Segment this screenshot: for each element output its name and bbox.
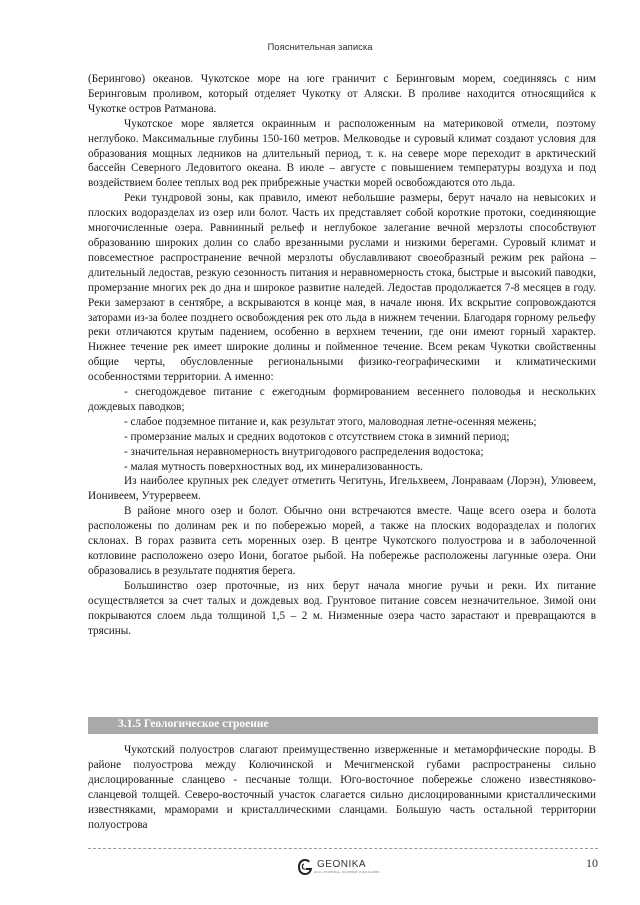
list-item: - значительная неравномерность внутригодового распределения водостока; xyxy=(124,445,484,458)
paragraph: Реки тундровой зоны, как правило, имеют небольшие размеры, берут начало на невысоких и плоских водоразделах из озер или болот. Часть их представляет собой короткие протоки, соединяющие многочисленные озера. Равнинный рельеф и неглубокое залегание вечной мерзлоты способствуют образованию широких долин со слабо врезанными руслами и низкими берегами. Суровый климат и повсеместное распространение вечной мерзлоты обуславливают своеобразный режим рек района – длительный ледостав, резкую сезонность питания и неравномерность стока, быстрые и высокий паводки, промерзание многих рек до дна и широкое развитие наледей. Ледостав продолжается 7-8 месяцев в году. Реки замерзают в сентябре, а вскрываются в конце мая, в начале июня. Их вскрытие сопровождаются заторами из-за более позднего освобождения рек ото льда в нижнем течении. Благодаря горному рельефу реки отличаются крутым падением, особенно в верхнем течении, где они имеют горный характер. Нижнее течение рек имеет широкие долины и пойменное течение. Всем рекам Чукотки свойственны общие черты, обусловленные региональными физико-географическими и климатическими особенностями территории. А именно: xyxy=(88,192,596,384)
paragraph: Чукотское море является окраинным и расположенным на материковой отмели, поэтому неглубоко. Максимальные глубины 150-160 метров. Мелководье и суровый климат создают условия для образования мощных ледников на длительный период, т. к. на севере море переходит в арктический бассейн Северного Ледовитого океана. В июле – августе с повышением температуры воздуха и под воздействием более теплых вод рек прибрежные участки морей освобождаются ото льда. xyxy=(88,117,596,190)
paragraph: Большинство озер проточные, из них берут начала многие ручьи и реки. Их питание осуществляется за счет талых и дождевых вод. Грунтовое питание совсем незначительное. Зимой они покрываются слоем льда толщиной 1,5 – 2 м. Низменные озера часто зарастают и превращаются в трясины. xyxy=(88,579,596,637)
list-item: - слабое подземное питание и, как результат этого, маловодная летне-осенняя межень; xyxy=(124,415,537,428)
geonika-logo xyxy=(296,856,379,878)
list-item: - снегодождевое питание с ежегодным формированием весеннего половодья и нескольких дождевых паводков; xyxy=(88,386,596,413)
section-body-text xyxy=(88,743,596,832)
section-title: 3.1.5 Геологическое строение xyxy=(118,718,269,730)
page-number: 10 xyxy=(586,856,598,870)
list-item: - промерзание малых и средних водотоков с отсутствием стока в зимний период; xyxy=(124,430,510,443)
paragraph: Чукотский полуостров слагают преимущественно изверженные и метаморфические породы. В районе полуострова между Колючинской и Мечигменской губами распространены сильно дислоцированные сланцево - песчаные толщи. Юго-восточное побережье сложено известняково-сланцевой толщей. Северо-восточный участок слагается сильно дислоцированными кристаллическими известняками, мраморами и кристаллическими сланцами. Большую часть остальной территории полуострова xyxy=(88,744,596,831)
body-text xyxy=(88,72,596,638)
logo-text: GEONIKA xyxy=(317,859,367,870)
paragraph: (Берингово) океанов. Чукотское море на юге граничит с Беринговым морем, соединяясь с ним Беринговым проливом, который отделяет Чукотку от Аляски. В проливе находится относящийся к Чукотке остров Ратманова. xyxy=(88,73,596,115)
logo-subtitle: ООО «ГЕОНИКА» ПОЛЕВЫЕ ИЗЫСКАНИЯ xyxy=(314,870,380,874)
list-item: - малая мутность поверхностных вод, их минерализованность. xyxy=(124,460,423,473)
paragraph: В районе много озер и болот. Обычно они встречаются вместе. Чаще всего озера и болота расположены по долинам рек и по побережью морей, а также на плоских водоразделах и пологих склонах. В горах развита сеть моренных озер. В центре Чукотского полуострова и в заболоченной котловине расположено озеро Иони, богатое рыбой. На побережье расположены лагунные озера. Они образовались в результате поднятия берега. xyxy=(88,505,596,577)
paragraph: Из наиболее крупных рек следует отметить Чегитунь, Игельхвеем, Лонраваам (Лорэн), Улювеем, Ионивеем, Утурервеем. xyxy=(88,475,596,503)
section-heading-bar xyxy=(88,717,598,734)
footer-divider xyxy=(88,848,598,849)
geonika-swirl-icon xyxy=(296,857,314,877)
document-header: Пояснительная записка xyxy=(267,42,373,53)
